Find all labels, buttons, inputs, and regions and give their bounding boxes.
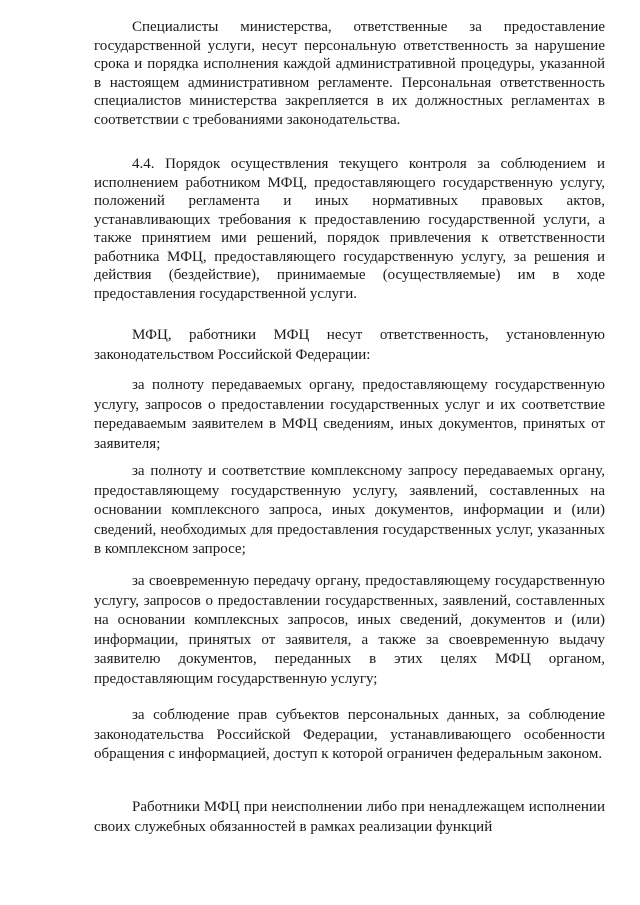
paragraph-timely-transfer: за своевременную передачу органу, предоставляющему государственную услугу, запросов о предоставлении государственных, заявлений, составленных на основании комплексных запросов, иных сведений, документов и (или) информации, принятых от заявителя, а также за своевременную выдачу заявителю документов, переданных в этих целях МФЦ органом, предоставляющим государственную услугу;: [94, 573, 605, 687]
paragraph-mfc-responsibility: МФЦ, работники МФЦ несут ответственность, установленную законодательством Российской Федерации:: [94, 327, 605, 363]
paragraph-completeness-requests: за полноту передаваемых органу, предоставляющему государственную услугу, запросов о предоставлении государственных услуг и их соответствие передаваемым заявителем в МФЦ сведениям, иных документов, принятых от заявителя;: [94, 377, 605, 452]
paragraph-mfc-workers: Работники МФЦ при неисполнении либо при ненадлежащем исполнении своих служебных обязанностей в рамках реализации функций: [94, 799, 605, 835]
paragraph-personal-data: за соблюдение прав субъектов персональных данных, за соблюдение законодательства Российской Федерации, устанавливающего особенности обращения с информацией, доступ к которой ограничен федеральным законом.: [94, 707, 605, 762]
paragraph-specialists-responsibility: Специалисты министерства, ответственные за предоставление государственной услуги, несут персональную ответственность за нарушение срока и порядка исполнения каждой административной процедуры, указанной в настоящем административном регламенте. Персональная ответственность специалистов министерства закрепляется в их должностных регламентах в соответствии с требованиями законодательства.: [94, 19, 605, 128]
paragraph-complex-request: за полноту и соответствие комплексному запросу передаваемых органу, предоставляющему государственную услугу, заявлений, составленных на основании комплексного запроса, иных документов, информации и (или) сведений, необходимых для предоставления государственных услуг, указанных в комплексном запросе;: [94, 463, 605, 557]
paragraph-section-4-4: 4.4. Порядок осуществления текущего контроля за соблюдением и исполнением работником МФЦ, предоставляющего государственную услугу, положений регламента и иных нормативных правовых актов, устанавливающих требования к предоставлению государственной услуги, а также принятием ими решений, порядок привлечения к ответственности работника МФЦ, предоставляющего государственную услугу, за решения и действия (бездействие), принимаемые (осуществляемые) им в ходе предоставления государственной услуги.: [94, 156, 605, 302]
